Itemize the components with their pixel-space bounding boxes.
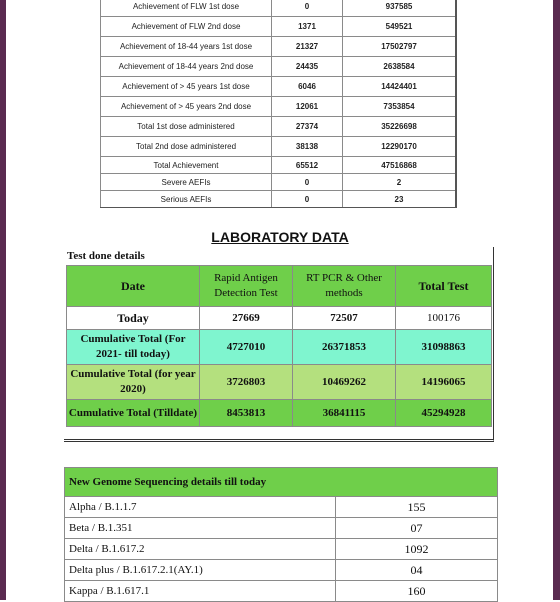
table-caption: Test done details	[67, 250, 145, 262]
table-row	[101, 57, 456, 77]
row-label: Achievement of FLW 2nd dose	[101, 17, 272, 37]
variant-count: 155	[336, 497, 498, 518]
variant-count: 07	[336, 518, 498, 539]
row-label: Total 2nd dose administered	[101, 137, 272, 157]
total-value: 100176	[396, 307, 492, 330]
row-label: Cumulative Total (for year 2020)	[67, 365, 200, 400]
today-value: 1371	[272, 17, 343, 37]
table-border	[455, 0, 457, 208]
table-row	[65, 518, 498, 539]
column-header: Rapid Antigen Detection Test	[200, 266, 293, 307]
cumulative-value: 47516868	[343, 157, 456, 174]
table-row	[67, 400, 492, 427]
today-value: 65512	[272, 157, 343, 174]
table-row	[65, 560, 498, 581]
today-value: 27374	[272, 117, 343, 137]
variant-name: Delta plus / B.1.617.2.1(AY.1)	[65, 560, 336, 581]
variant-name: Beta / B.1.351	[65, 518, 336, 539]
today-value: 21327	[272, 37, 343, 57]
rtpcr-value: 26371853	[293, 330, 396, 365]
table-header-row	[67, 266, 492, 307]
table-row	[67, 330, 492, 365]
table-header-row	[65, 468, 498, 497]
column-header: Total Test	[396, 266, 492, 307]
table-row	[101, 37, 456, 57]
table-row	[101, 137, 456, 157]
row-label: Achievement of > 45 years 1st dose	[101, 77, 272, 97]
today-value: 6046	[272, 77, 343, 97]
cumulative-value: 549521	[343, 17, 456, 37]
rapid-value: 8453813	[200, 400, 293, 427]
table-row	[101, 157, 456, 174]
variant-count: 160	[336, 581, 498, 602]
rtpcr-value: 72507	[293, 307, 396, 330]
today-value: 12061	[272, 97, 343, 117]
table-row	[65, 497, 498, 518]
total-value: 45294928	[396, 400, 492, 427]
page-frame-left	[0, 0, 6, 600]
rtpcr-value: 10469262	[293, 365, 396, 400]
rtpcr-value: 36841115	[293, 400, 396, 427]
vaccination-table	[100, 0, 456, 208]
table-row	[101, 17, 456, 37]
today-value: 24435	[272, 57, 343, 77]
rapid-value: 27669	[200, 307, 293, 330]
rapid-value: 4727010	[200, 330, 293, 365]
total-value: 31098863	[396, 330, 492, 365]
variant-name: Delta / B.1.617.2	[65, 539, 336, 560]
page-frame-right	[553, 0, 560, 600]
rapid-value: 3726803	[200, 365, 293, 400]
today-value: 38138	[272, 137, 343, 157]
variant-name: Alpha / B.1.1.7	[65, 497, 336, 518]
cumulative-value: 17502797	[343, 37, 456, 57]
row-label: Cumulative Total (For 2021- till today)	[67, 330, 200, 365]
column-header: Date	[67, 266, 200, 307]
cumulative-value: 12290170	[343, 137, 456, 157]
table-row	[65, 539, 498, 560]
column-header: RT PCR & Other methods	[293, 266, 396, 307]
variant-count: 1092	[336, 539, 498, 560]
table-border	[100, 207, 457, 208]
row-label: Serious AEFIs	[101, 191, 272, 208]
cumulative-value: 7353854	[343, 97, 456, 117]
table-row	[67, 307, 492, 330]
cumulative-value: 2	[343, 174, 456, 191]
row-label: Achievement of > 45 years 2nd dose	[101, 97, 272, 117]
table-row	[101, 191, 456, 208]
row-label: Achievement of FLW 1st dose	[101, 0, 272, 17]
table-title: New Genome Sequencing details till today	[65, 468, 498, 497]
variant-name: Kappa / B.1.617.1	[65, 581, 336, 602]
row-label: Cumulative Total (Tilldate)	[67, 400, 200, 427]
row-label: Total Achievement	[101, 157, 272, 174]
cumulative-value: 14424401	[343, 77, 456, 97]
laboratory-table	[66, 265, 492, 427]
cumulative-value: 23	[343, 191, 456, 208]
table-row	[101, 117, 456, 137]
table-row	[67, 365, 492, 400]
table-row	[101, 0, 456, 17]
row-label: Severe AEFIs	[101, 174, 272, 191]
row-label: Achievement of 18-44 years 1st dose	[101, 37, 272, 57]
table-row	[101, 97, 456, 117]
table-row	[101, 174, 456, 191]
row-label: Today	[67, 307, 200, 330]
section-title: LABORATORY DATA	[211, 229, 349, 245]
table-row	[65, 581, 498, 602]
genome-table	[64, 467, 498, 602]
table-row	[101, 77, 456, 97]
variant-count: 04	[336, 560, 498, 581]
cumulative-value: 35226698	[343, 117, 456, 137]
cumulative-value: 937585	[343, 0, 456, 17]
cumulative-value: 2638584	[343, 57, 456, 77]
today-value: 0	[272, 174, 343, 191]
row-label: Achievement of 18-44 years 2nd dose	[101, 57, 272, 77]
today-value: 0	[272, 191, 343, 208]
row-label: Total 1st dose administered	[101, 117, 272, 137]
today-value: 0	[272, 0, 343, 17]
total-value: 14196065	[396, 365, 492, 400]
